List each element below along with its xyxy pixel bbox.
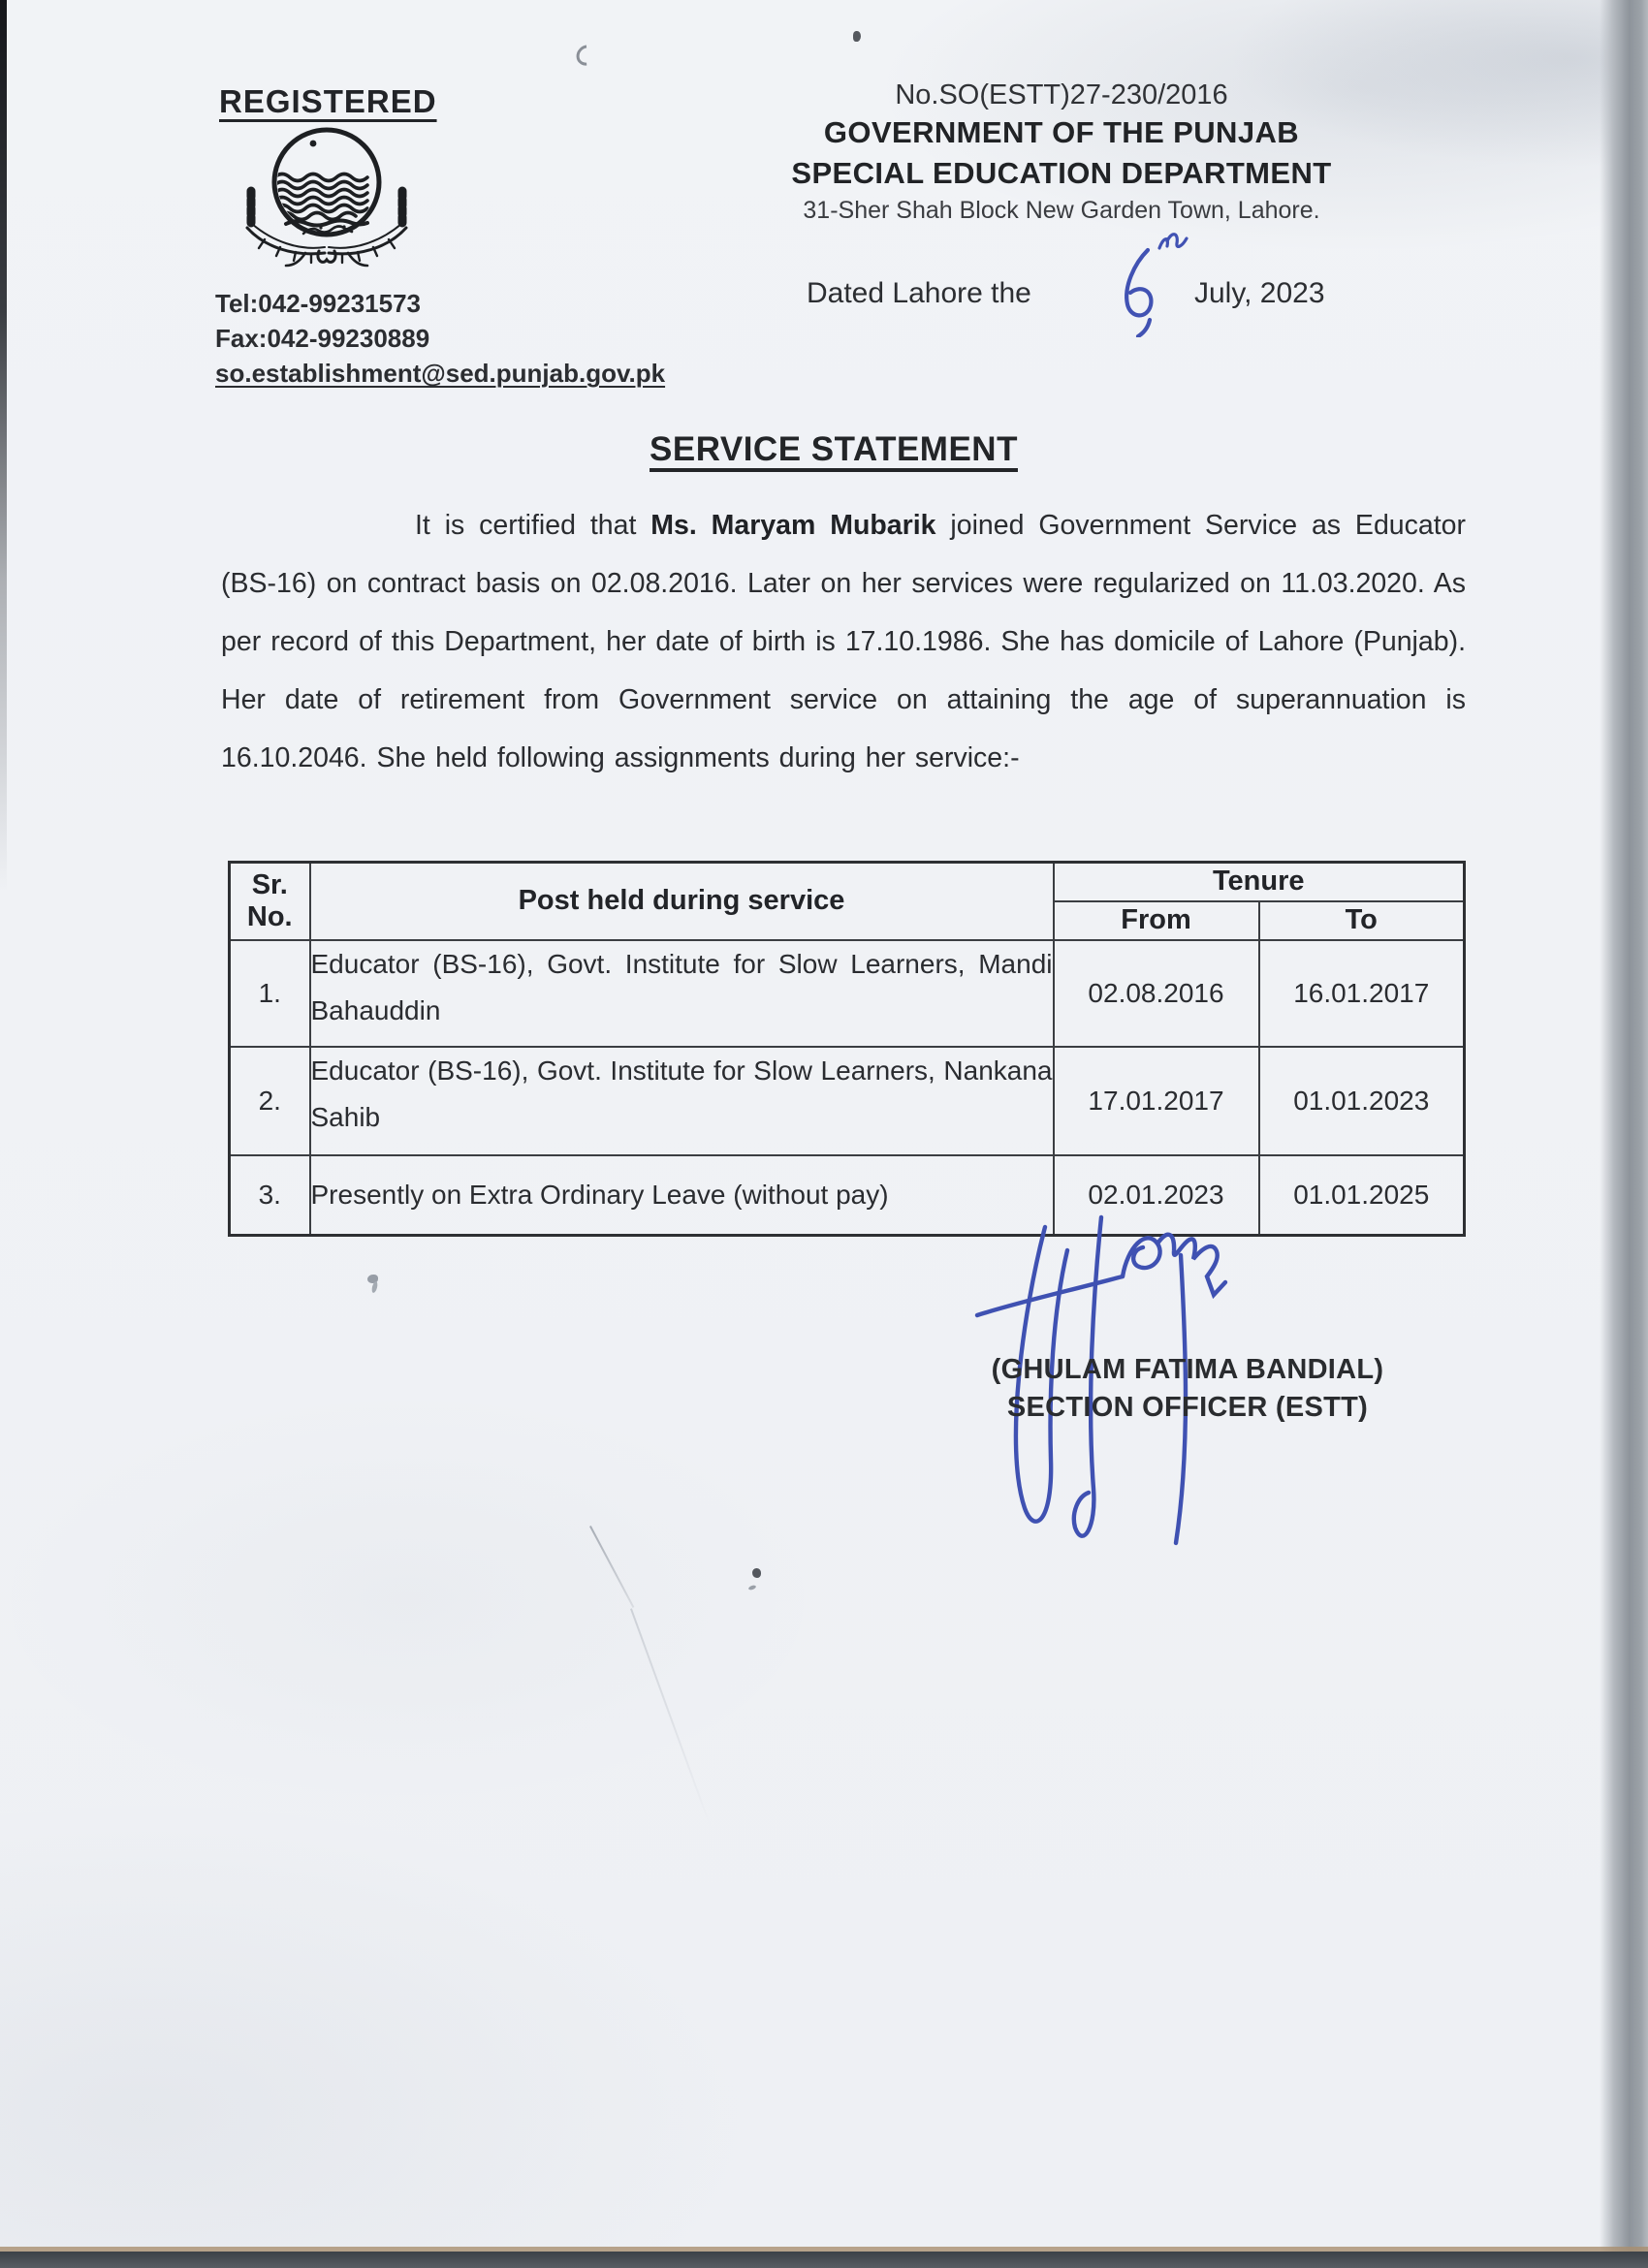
scan-edge-right-band [1600, 0, 1648, 2268]
scan-edge-left-shadow [0, 0, 7, 892]
col-header-sr-no: Sr. No. [230, 863, 310, 940]
paragraph-text-after: joined Government Service as Educator (BS-16) on contract basis on 02.08.2016. Later on her services were regularized on 11.03.2020. As per record of this Department, her date of birth is 17.10.1986. She has domicile of Lahore (Punjab). Her date of retirement from Government service on attaining the age of superannuation is 16.10.2046. She held following assignments during her service:- [221, 510, 1467, 773]
scan-speck [853, 31, 861, 42]
row-post: Educator (BS-16), Govt. Institute for Slow Learners, Nankana Sahib [310, 1047, 1054, 1155]
row-serial: 2. [230, 1047, 310, 1155]
row-tenure-to: 01.01.2025 [1259, 1155, 1465, 1236]
scan-scratch-mark [630, 1608, 712, 1827]
row-post: Educator (BS-16), Govt. Institute for Slow Learners, Mandi Bahauddin [310, 940, 1054, 1047]
scan-speck [752, 1568, 761, 1578]
scan-speck [748, 1585, 757, 1591]
government-of-punjab-emblem [236, 127, 418, 272]
dated-prefix: Dated Lahore the [807, 277, 1031, 309]
river-waves [274, 174, 367, 220]
document-title: SERVICE STATEMENT [650, 430, 1018, 468]
scan-scratch-mark [589, 1526, 634, 1608]
body-paragraph [221, 496, 1466, 787]
table-row [230, 1047, 1465, 1155]
col-header-to: To [1259, 901, 1465, 940]
registered-label: REGISTERED [219, 83, 437, 119]
org-address: 31-Sher Shah Block New Garden Town, Lahore. [803, 197, 1320, 224]
crescent-star-icon [310, 141, 340, 169]
email-address: so.establishment@sed.punjab.gov.pk [215, 359, 666, 388]
signatory-name: (GHULAM FATIMA BANDIAL) [991, 1354, 1384, 1385]
table-row [230, 940, 1465, 1047]
row-post: Presently on Extra Ordinary Leave (without pay) [310, 1155, 1054, 1236]
row-serial: 1. [230, 940, 310, 1047]
paragraph-text-before: It is certified that [415, 510, 651, 541]
col-header-from: From [1054, 901, 1259, 940]
row-tenure-from: 17.01.2017 [1054, 1047, 1259, 1155]
row-tenure-from: 02.01.2023 [1054, 1155, 1259, 1236]
col-header-tenure: Tenure [1054, 863, 1465, 901]
col-header-post: Post held during service [310, 863, 1054, 940]
row-tenure-to: 01.01.2023 [1259, 1047, 1465, 1155]
fax-number: Fax:042-99230889 [215, 324, 430, 353]
reference-number: No.SO(ESTT)27-230/2016 [895, 79, 1228, 110]
row-tenure-from: 02.08.2016 [1054, 940, 1259, 1047]
dated-suffix: July, 2023 [1194, 277, 1325, 309]
contact-block [215, 286, 665, 391]
employee-name: Ms. Maryam Mubarik [650, 510, 936, 541]
org-name-line2: SPECIAL EDUCATION DEPARTMENT [791, 156, 1332, 190]
row-serial: 3. [230, 1155, 310, 1236]
telephone-number: Tel:042-99231573 [215, 289, 422, 318]
scan-edge-bottom-band [0, 2252, 1648, 2268]
org-name-line1: GOVERNMENT OF THE PUNJAB [823, 115, 1300, 149]
signatory-title: SECTION OFFICER (ESTT) [1006, 1392, 1369, 1423]
scan-speck [572, 41, 600, 70]
letterhead [722, 81, 1401, 223]
service-history-table [228, 861, 1466, 1237]
signatory-block [935, 1351, 1440, 1427]
row-tenure-to: 16.01.2017 [1259, 940, 1465, 1047]
